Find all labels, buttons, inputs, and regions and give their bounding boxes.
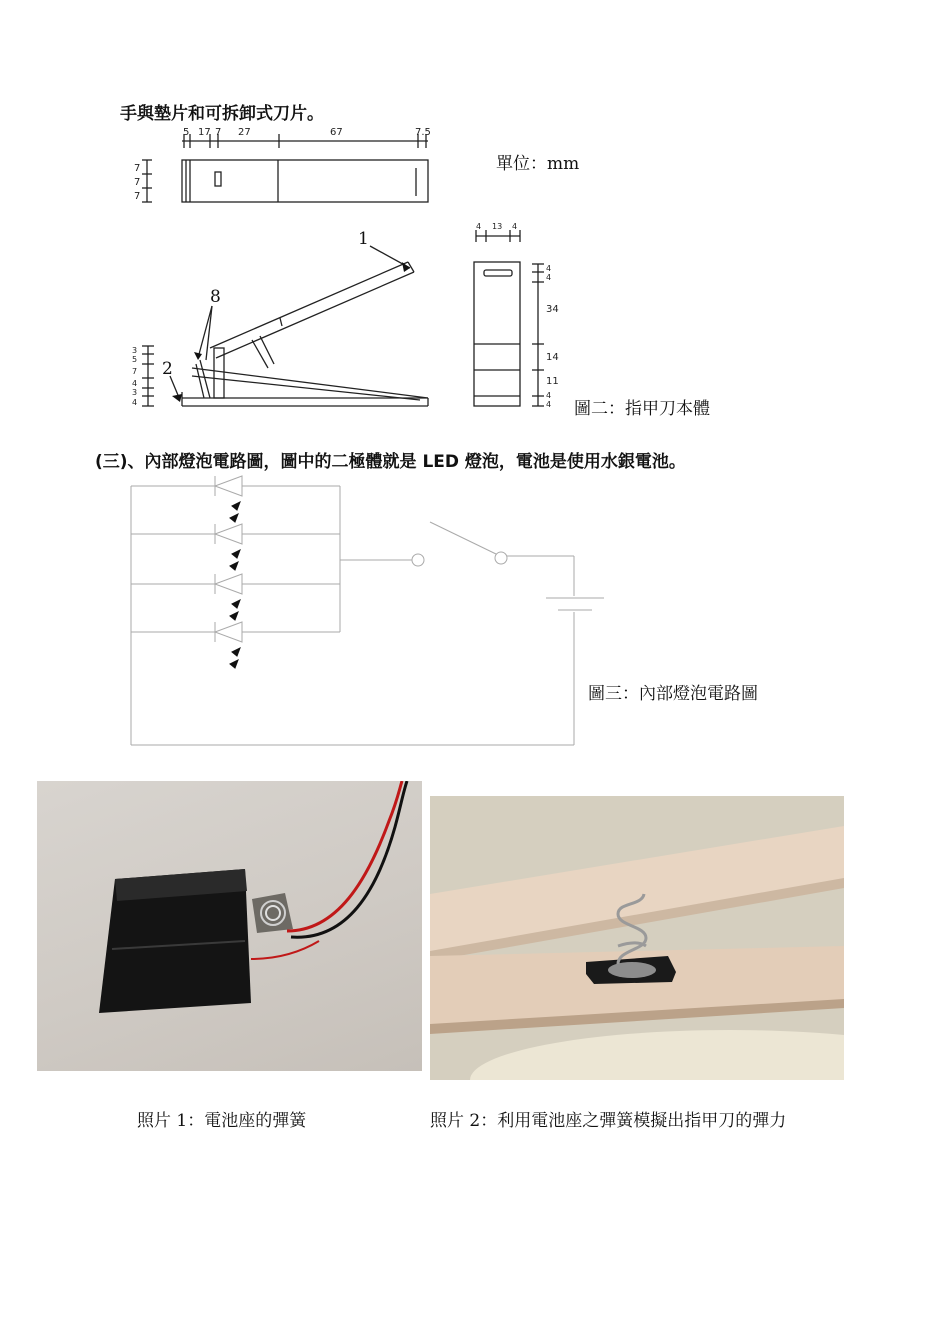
side-dim-2: 5	[132, 355, 138, 364]
figure-2-drawing	[0, 0, 950, 420]
top-dim-5: 67	[330, 127, 343, 138]
left-dim-2: 7	[134, 177, 141, 188]
photo-1-caption: 照片 1：電池座的彈簧	[137, 1111, 307, 1131]
callout-2: 2	[162, 359, 173, 379]
front-top-dim-3: 4	[512, 222, 518, 231]
side-dim-1: 3	[132, 346, 138, 355]
unit-label: 單位：mm	[496, 154, 580, 174]
photo-1-battery-holder	[37, 781, 422, 1071]
top-dim-1: 5	[183, 127, 190, 138]
front-right-dim-5: 11	[546, 376, 559, 387]
top-dim-3: 7	[215, 127, 222, 138]
figure-3-circuit	[0, 470, 950, 770]
front-top-dim-2: 13	[492, 222, 503, 231]
top-dim-4: 27	[238, 127, 251, 138]
front-top-dim-1: 4	[476, 222, 482, 231]
top-dim-6: 7.5	[415, 127, 431, 138]
figure-2-caption: 圖二：指甲刀本體	[574, 399, 710, 419]
side-dim-6: 4	[132, 398, 138, 407]
figure-3-caption: 圖三：內部燈泡電路圖	[588, 684, 758, 704]
front-right-dim-2: 4	[546, 273, 552, 282]
photo-2-caption: 照片 2：利用電池座之彈簧模擬出指甲刀的彈力	[430, 1111, 787, 1131]
callout-8: 8	[210, 287, 221, 307]
front-right-dim-6: 4	[546, 391, 552, 400]
callout-1: 1	[358, 229, 369, 249]
section-3-heading: (三)、內部燈泡電路圖，圖中的二極體就是 LED 燈泡，電池是使用水銀電池。	[95, 452, 686, 472]
left-dim-3: 7	[134, 191, 141, 202]
intro-line: 手與墊片和可拆卸式刀片。	[120, 104, 324, 124]
front-right-dim-1: 4	[546, 264, 552, 273]
front-right-dim-4: 14	[546, 352, 559, 363]
front-right-dim-3: 34	[546, 304, 559, 315]
side-dim-5: 3	[132, 388, 138, 397]
left-dim-1: 7	[134, 163, 141, 174]
photo-2-spring-simulation	[430, 796, 844, 1080]
front-right-dim-7: 4	[546, 400, 552, 409]
side-dim-3: 7	[132, 367, 138, 376]
side-dim-4: 4	[132, 379, 138, 388]
top-dim-2: 17	[198, 127, 211, 138]
